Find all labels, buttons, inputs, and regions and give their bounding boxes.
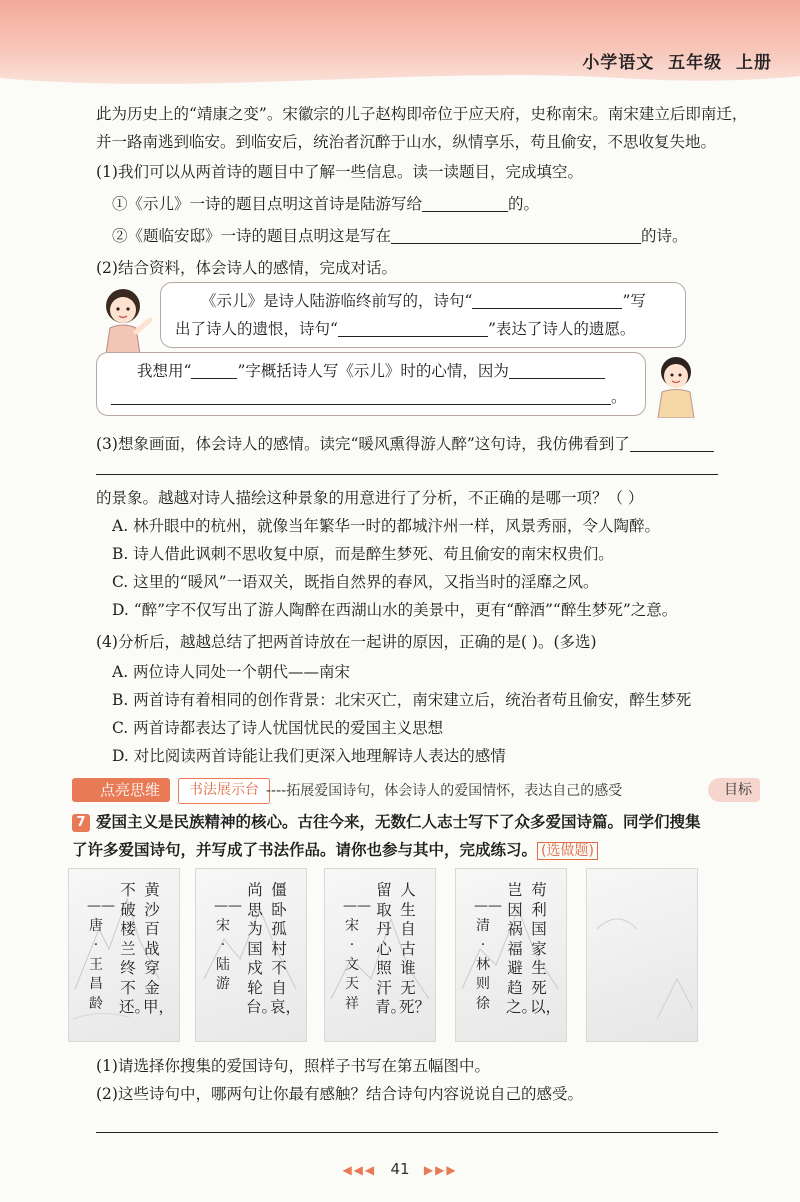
q3-option-b: B. 诗人借此讽刺不思收复中原，而是醉生梦死、苟且偷安的南宋权贵们。 (112, 545, 614, 563)
page-footer (0, 1160, 800, 1178)
task7-sub-2: (2)这些诗句中，哪两句让你最有感触？结合诗句内容说说自己的感受。 (96, 1085, 583, 1103)
card3-line-2: 留取丹心照汗青。 (375, 881, 407, 1016)
q4-stem: (4)分析后，越越总结了把两首诗放在一起讲的原因，正确的是( )。(多选) (96, 633, 597, 651)
calligraphy-card-1 (68, 868, 180, 1042)
q1-item-b: ②《题临安邸》一诗的题目点明这是写在 的诗。 (112, 227, 688, 245)
boy-student-illustration (648, 352, 704, 418)
q3-blank-1[interactable] (630, 435, 714, 452)
ink-landscape-decoration (587, 869, 697, 1041)
q1-stem: (1)我们可以从两首诗的题目中了解一些信息。读一读题目，完成填空。 (96, 163, 583, 181)
card4-line-1: 苟利国家生死以， (530, 881, 562, 1016)
card2-line-2: 尚思为国戍轮台。 (246, 881, 278, 1016)
bubble1-blank-2[interactable] (338, 320, 488, 337)
card1-author: ——唐·王昌龄 (87, 898, 115, 1012)
intro-line-1: 此为历史上的“靖康之变”。宋徽宗的儿子赵构即帝位于应天府，史称南宋。南宋建立后即南迁， (96, 105, 748, 123)
bubble2-line2: 。 (111, 385, 739, 409)
card3-author: ——宋·文天祥 (343, 898, 371, 1012)
intro-line-2: 并一路南逃到临安。到临安后，统治者沉醉于山水，纵情享乐，苟且偷安，不思收复失地。 (96, 133, 717, 151)
q4-option-d: D. 对比阅读两首诗能让我们更深入地理解诗人表达的感情 (112, 747, 506, 765)
q3-stem: (3)想象画面，体会诗人的感情。读完“暖风熏得游人醉”这句诗，我仿佛看到了 (96, 432, 724, 456)
q4-option-b: B. 两首诗有着相同的创作背景：北宋灭亡，南宋建立后，统治者苟且偷安，醉生梦死 (112, 691, 692, 709)
dialog-bubble-1 (160, 282, 686, 348)
calligraphy-card-5-blank[interactable] (586, 868, 698, 1042)
task7-line-1: 爱国主义是民族精神的核心。古往今来，无数仁人志士写下了众多爱国诗篇。同学们搜集 (96, 813, 701, 831)
bubble2-blank-1[interactable] (191, 362, 237, 379)
girl-student-illustration (92, 284, 154, 354)
dialog-bubble-2 (96, 352, 646, 416)
bubble1-blank-1[interactable] (472, 292, 622, 309)
calligraphy-card-3 (324, 868, 436, 1042)
q2-stem: (2)结合资料，体会诗人的感情，完成对话。 (96, 259, 397, 277)
q1-b-blank[interactable] (391, 227, 641, 244)
page-number: 41 (390, 1160, 410, 1178)
section-tag-row (60, 776, 760, 804)
bubble2-line1: 我想用“ ”字概括诗人写《示儿》时的心情，因为 (137, 359, 765, 383)
bubble2-blank-2[interactable] (509, 362, 605, 379)
card4-author: ——清·林则徐 (474, 898, 502, 1012)
card4-line-2: 岂因祸福避趋之。 (506, 881, 538, 1016)
card3-line-1: 人生自古谁无死？ (399, 881, 431, 1016)
next-arrows-icon: ▶▶▶ (423, 1163, 458, 1177)
q4-option-a: A. 两位诗人同处一个朝代——南宋 (112, 663, 351, 681)
bubble1-line1: 《示儿》是诗人陆游临终前写的，诗句“ ”写 (201, 292, 646, 310)
task7-answer-line[interactable] (96, 1132, 718, 1133)
task7-line-2: 了许多爱国诗句，并写成了书法作品。请你也参与其中，完成练习。 (选做题) (72, 838, 700, 863)
header-subject: 小学语文 五年级 上册 (582, 53, 772, 73)
q4-option-c: C. 两首诗都表达了诗人忧国忧民的爱国主义思想 (112, 719, 444, 737)
q3-option-a: A. 林升眼中的杭州，就像当年繁华一时的都城汴州一样，风景秀丽，令人陶醉。 (112, 517, 661, 535)
card1-line-1: 黄沙百战穿金甲， (143, 881, 175, 1016)
card2-author: ——宋·陆游 (214, 898, 242, 992)
prev-arrows-icon: ◀◀◀ (342, 1163, 377, 1177)
goal-badge: 目标 (708, 778, 760, 802)
elective-badge: (选做题) (537, 842, 598, 860)
card1-line-2: 不破楼兰终不还。 (119, 881, 151, 1016)
q3-blank-line[interactable] (96, 474, 718, 475)
section-description: ----拓展爱国诗句，体会诗人的爱国情怀，表达自己的感受 (266, 783, 623, 799)
q1-a-blank[interactable] (422, 195, 508, 212)
task7-sub-1: (1)请选择你搜集的爱国诗句，照样子书写在第五幅图中。 (96, 1057, 490, 1075)
bubble2-blank-3[interactable] (111, 388, 611, 405)
q3-option-d: D. “醉”字不仅写出了游人陶醉在西湖山水的美景中，更有“醉酒”“醉生梦死”之意。 (112, 601, 678, 619)
card2-line-1: 僵卧孤村不自哀， (270, 881, 302, 1016)
q3-continue: 的景象。越越对诗人描绘这种景象的用意进行了分析，不正确的是哪一项？（ ） (96, 489, 644, 507)
tag-highlight-thinking: 点亮思维 (72, 778, 170, 802)
tag-calligraphy-showcase: 书法展示台 (178, 778, 270, 804)
q3-option-c: C. 这里的“暖风”一语双关，既指自然界的春风，又指当时的淫靡之风。 (112, 573, 599, 591)
q1-item-a: ①《示儿》一诗的题目点明这首诗是陆游写给 的。 (112, 195, 540, 213)
calligraphy-card-2 (195, 868, 307, 1042)
bubble1-line2: 出了诗人的遗恨，诗句“ ”表达了诗人的遗愿。 (175, 320, 636, 338)
task-number: 7 (72, 814, 90, 832)
calligraphy-card-4 (455, 868, 567, 1042)
